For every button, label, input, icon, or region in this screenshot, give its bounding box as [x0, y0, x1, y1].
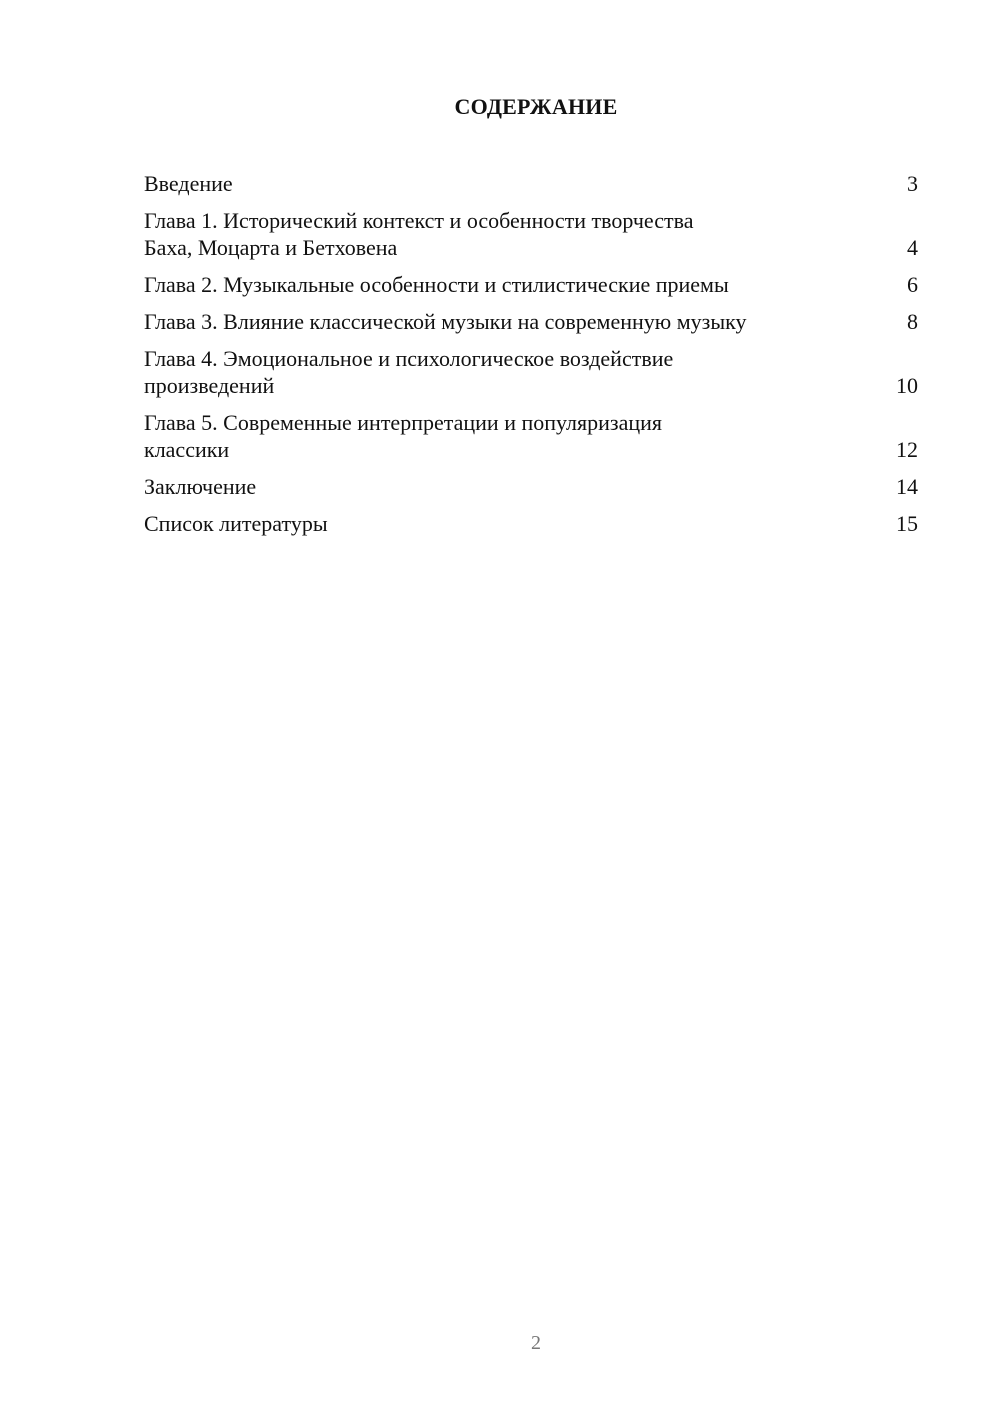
- toc-item-page: 4: [907, 235, 918, 260]
- toc-item-title: Глава 3. Влияние классической музыки на современную музыку: [144, 309, 747, 334]
- toc-item-chapter-4: [144, 345, 918, 399]
- page-title: СОДЕРЖАНИЕ: [454, 94, 618, 119]
- table-of-contents: [144, 170, 918, 547]
- toc-item-chapter-2: [144, 271, 918, 298]
- toc-item-chapter-5: [144, 409, 918, 463]
- page-number: 2: [531, 1332, 541, 1354]
- toc-item-title: Список литературы: [144, 511, 328, 536]
- toc-item-title: Глава 4. Эмоциональное и психологическое воздействие произведений: [144, 346, 674, 398]
- toc-item-title: Глава 5. Современные интерпретации и популяризация классики: [144, 410, 663, 462]
- toc-item-chapter-3: [144, 308, 918, 335]
- toc-item-title: Глава 1. Исторический контекст и особенности творчества Баха, Моцарта и Бетховена: [144, 208, 694, 260]
- toc-item-title: Заключение: [144, 474, 257, 499]
- toc-item-page: 14: [896, 474, 918, 499]
- toc-item-introduction: [144, 170, 918, 197]
- toc-item-page: 8: [907, 309, 918, 334]
- toc-item-page: 6: [907, 272, 918, 297]
- toc-item-title: Глава 2. Музыкальные особенности и стилистические приемы: [144, 272, 729, 297]
- toc-item-page: 3: [907, 171, 918, 196]
- toc-item-page: 15: [896, 511, 918, 536]
- toc-item-page: 10: [896, 373, 918, 398]
- toc-item-title: Введение: [144, 171, 233, 196]
- toc-item-page: 12: [896, 437, 918, 462]
- toc-item-chapter-1: [144, 207, 918, 261]
- toc-item-conclusion: [144, 473, 918, 500]
- toc-item-references: [144, 510, 918, 537]
